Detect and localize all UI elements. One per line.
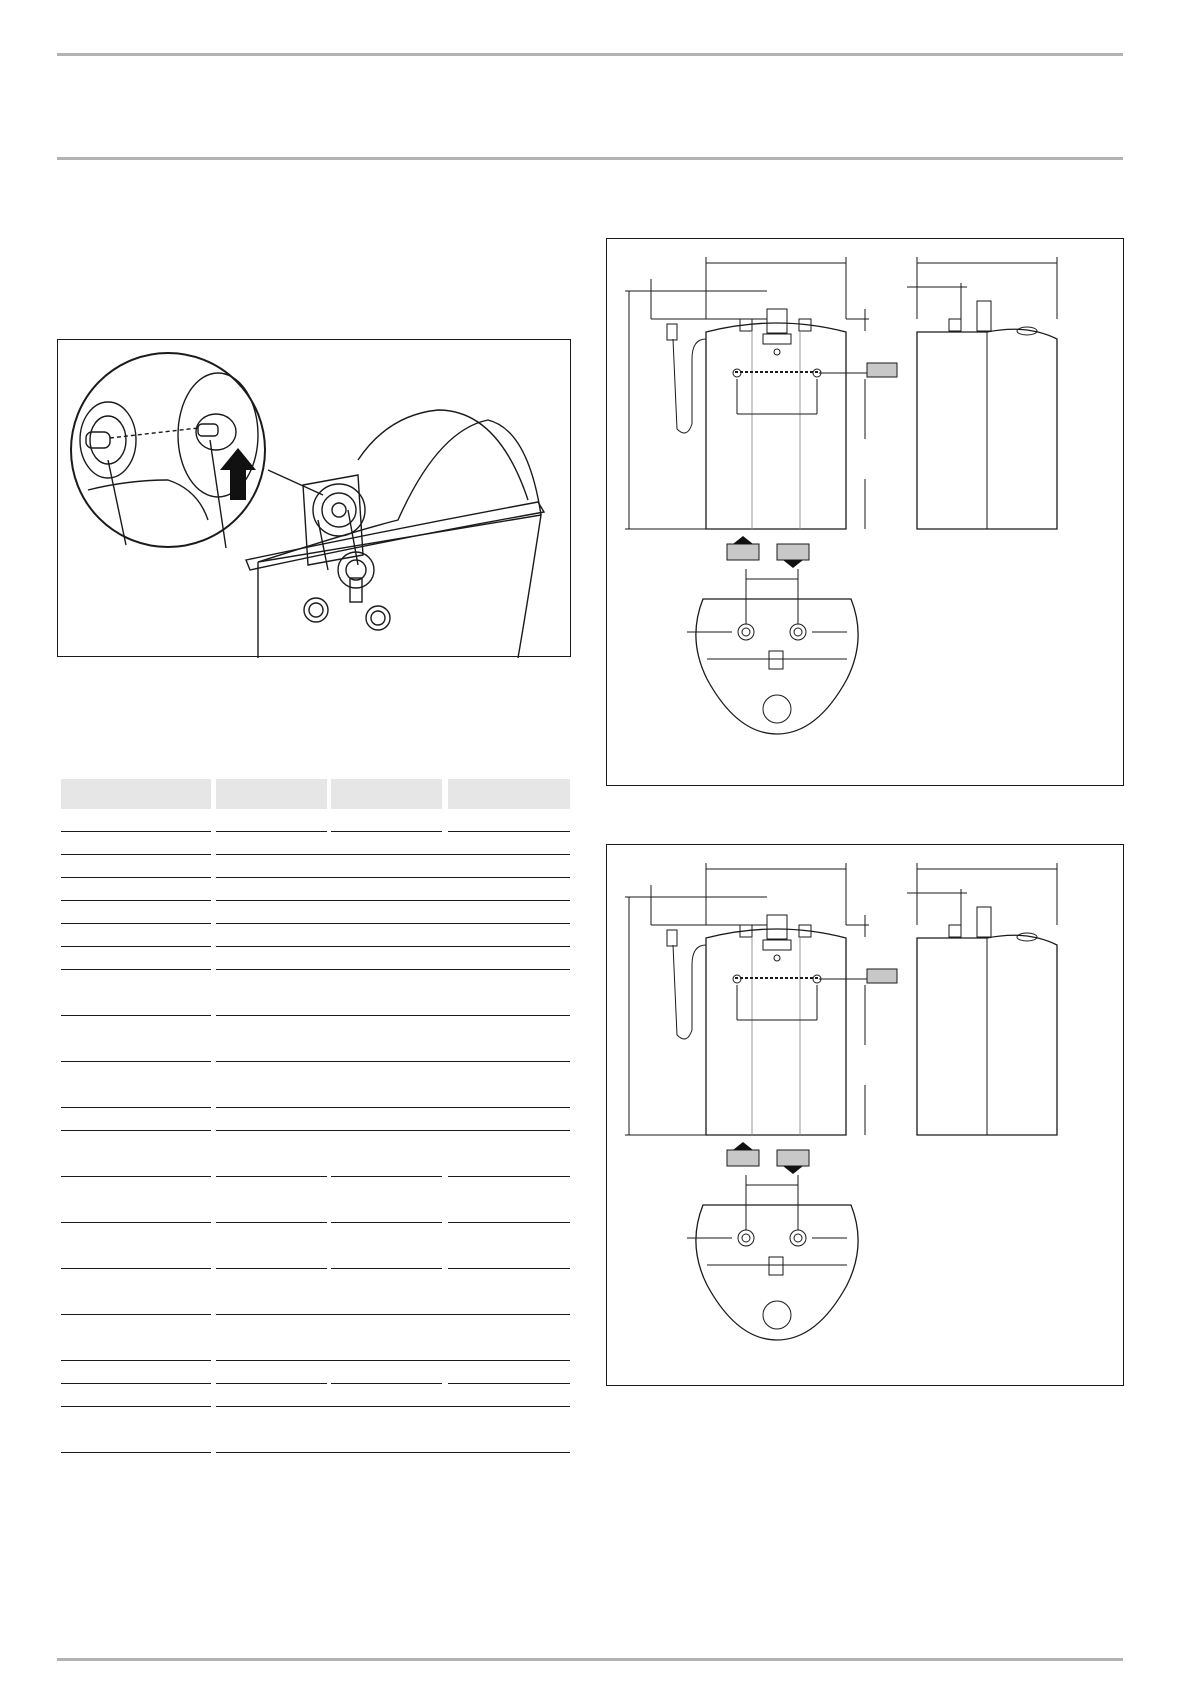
figure-installation-detail — [57, 339, 571, 657]
table-header-col2 — [216, 779, 327, 809]
table-row-rule — [61, 1061, 211, 1062]
table-row-rule — [61, 1176, 211, 1177]
table-row-rule — [331, 831, 442, 832]
table-row-rule — [61, 969, 211, 970]
table-row-rule — [331, 1268, 442, 1269]
table-row-rule — [216, 1314, 570, 1315]
table-row-rule — [448, 1268, 570, 1269]
header-rule-top — [57, 53, 1123, 56]
table-row-rule — [216, 969, 570, 970]
table-row-rule — [448, 831, 570, 832]
table-row-rule — [61, 1360, 211, 1361]
dimension-drawing-2 — [607, 845, 1125, 1387]
table-row-rule — [61, 1130, 211, 1131]
arrow-up-icon — [220, 448, 256, 500]
table-header-col4 — [448, 779, 570, 809]
figure-dimensions-1 — [606, 238, 1124, 786]
table-header-col1 — [61, 779, 211, 809]
table-row-rule — [61, 854, 211, 855]
table-row-rule — [216, 1061, 570, 1062]
table-row-rule — [448, 1222, 570, 1223]
table-row-rule — [216, 900, 570, 901]
table-row-rule — [331, 1222, 442, 1223]
table-row-rule — [216, 1107, 570, 1108]
table-row-rule — [448, 1383, 570, 1384]
table-row-rule — [448, 1176, 570, 1177]
table-row-rule — [216, 1268, 327, 1269]
table-row-rule — [216, 923, 570, 924]
footer-rule — [57, 1658, 1123, 1661]
table-row-rule — [61, 1222, 211, 1223]
table-row-rule — [216, 1015, 570, 1016]
table-row-rule — [61, 1406, 211, 1407]
header-rule-bottom — [57, 157, 1123, 160]
table-row-rule — [216, 1452, 570, 1453]
table-row-rule — [216, 854, 570, 855]
table-row-rule — [331, 1383, 442, 1384]
table-row-rule — [216, 831, 327, 832]
table-row-rule — [61, 1383, 211, 1384]
table-row-rule — [61, 946, 211, 947]
installation-drawing — [58, 340, 572, 658]
table-row-rule — [61, 831, 211, 832]
table-row-rule — [216, 946, 570, 947]
table-row-rule — [331, 1176, 442, 1177]
table-row-rule — [216, 1383, 327, 1384]
dimension-drawing-1 — [607, 239, 1125, 787]
table-row-rule — [216, 1176, 327, 1177]
table-row-rule — [216, 877, 570, 878]
table-row-rule — [61, 1015, 211, 1016]
table-row-rule — [61, 900, 211, 901]
table-row-rule — [61, 923, 211, 924]
table-row-rule — [216, 1360, 570, 1361]
table-header-col3 — [331, 779, 442, 809]
table-row-rule — [216, 1222, 327, 1223]
table-row-rule — [216, 1406, 570, 1407]
figure-dimensions-2 — [606, 844, 1124, 1386]
table-row-rule — [216, 1130, 570, 1131]
table-row-rule — [61, 877, 211, 878]
table-row-rule — [61, 1107, 211, 1108]
table-row-rule — [61, 1314, 211, 1315]
table-row-rule — [61, 1452, 211, 1453]
table-row-rule — [61, 1268, 211, 1269]
